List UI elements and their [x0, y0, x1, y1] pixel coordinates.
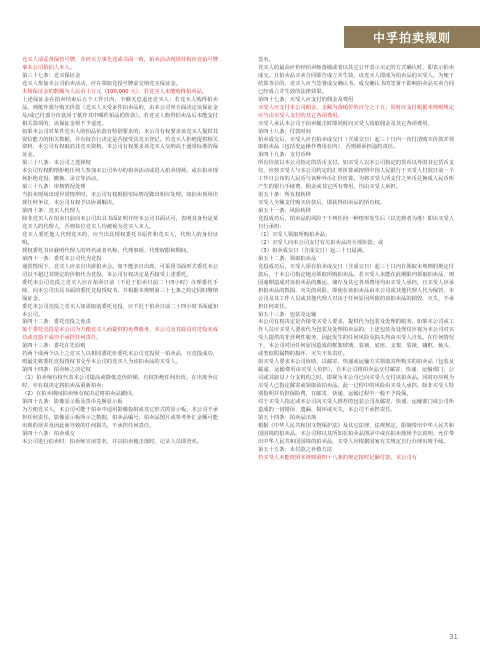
paragraph: 上述保证金在拍卖结束后五个工作日内，全额无息退还竞买人；若竞买人购得拍卖品，则抵作部分购买价款（竞买人买受多件拍卖品的，由本公司单方面决定该保证金及/或已付部分价款用于抵作其中哪件拍品的价款）。若竞买人购得拍卖品后未能支付相关款项的，该保证金将不予退还。: [22, 96, 218, 127]
paragraph: （2）买受人向本公司支付有关拍卖品的全部价款；或: [258, 239, 384, 246]
section-heading: 第四十条：竞买人代理人: [22, 208, 81, 215]
page-title: 中孚拍卖规则: [344, 26, 480, 48]
section-heading: 第四十九条：支付币种: [258, 152, 311, 159]
paragraph: （3）拍卖成交日（含成交日）起三十日届满。: [258, 247, 368, 254]
paragraph: 竞买人的最高应价经拍卖师落槌或者以其它公开表示买定的方式确认时，即表示拍卖成交。且拍卖品买卖合同即告成立并生效，该竞买人即成为拍卖品的买受人。为便于结算等目的，竞买人应当签署成交确认书。成交确认书的签署不影响拍卖品买卖合同已经成立并生效的法律效果。: [258, 64, 454, 95]
paragraph: 授权委托书应载明代理人的姓名或者名称、代理事项、代理权限和期间。: [22, 247, 192, 254]
left-text-column: [22, 57, 218, 447]
section-heading: 第四十八条：付款时间: [258, 128, 311, 135]
section-heading: 第四十三条：委托在先原则: [22, 343, 86, 350]
section-heading: 第三十七条：竞买保证金: [22, 72, 81, 79]
section-heading: 第四十四条：拍卖师之决定权: [22, 367, 91, 374]
paragraph: （1）买受人领取所购拍卖品；: [258, 231, 331, 238]
paragraph: 委托本公司竞投之竞买人如需取消委托竞投，应不迟于拍卖日前二十四小时书面通知本公司。: [22, 303, 218, 318]
paragraph: 当拍卖现场出现异常情形时，本公司有权根据实际情况做出相应处理。如拍卖现场出现任何争议，本公司有权予以协调解决。: [22, 192, 218, 207]
section-heading: 第四十二条：委托竞投之免责: [22, 319, 91, 326]
section-heading: 第三十九条：审核情况处理: [22, 184, 86, 191]
paragraph: 本场保证金的数额为人民币十万元（100,000 元），若竞买人未能购得拍卖品，: [22, 88, 208, 95]
paragraph: 拍卖成交后，买受人应自拍卖成交日（含成交日）起三十日内一次付清购买价款并领取拍卖品（包括发运操作费用在内），否则须承担违约责任。: [258, 136, 454, 151]
paragraph: 竞买人参加本公司拍卖活动，应在领取竞投号牌前交纳竞买保证金。: [22, 80, 181, 87]
section-heading: 第五十条：所有权转移: [258, 192, 311, 199]
paragraph: 为方便竞买人，本公司可能于拍卖中适用影像投射或其它形式的显示板。本公司不承担任何责任。影像显示板所示之数据，拍卖品编号、拍卖品图片或参考外汇金额可能出现的误差及因此而导致的任何损失，不承担任何责任。: [22, 406, 218, 429]
paragraph: 鉴于委托竞投是本公司为方便竞买人而提供的免费服务，本公司及其雇员对竞投未成功或竞投不成功不承担任何责任。: [22, 327, 218, 342]
section-heading: 第五十二条：领取拍卖品: [258, 255, 317, 262]
paragraph: 如买受人要求本公司协助，以邮寄、快递或运输方式领取其所购买的拍卖品（包装及邮递、运输费用由买受人负担），自本公司将拍卖品交付邮寄、快递、运输部门、公司或其雇员 / 分支机构之时，即视为本公司已向买受人交付该拍卖品。同时亦应视为买受人已指定邮寄或领取该拍卖品。此一过程中的风险由买受人承担。除非买受人特别指明并负担保险费，在邮寄、快递、运输过程中一般不予投保。: [258, 359, 454, 398]
paragraph: 竞投成功后，拍卖品的风险于下列任何一种情形发生后（以先到者为准）即由买受人自行承担：: [258, 216, 454, 231]
paragraph: （2）在拍卖期间拍卖师有权决定将拍卖品撤回。: [22, 391, 137, 398]
paragraph: 根据《中华人民共和国文物保护法》及其它法律、法规规定，限制带出中华人民共和国国境的拍卖品，本公司将以其所知在拍卖品图录中或在拍卖现场予以说明；允许带出中华人民共和国国境的拍卖品，买受人应根据国家有关规定自行办理出境手续。: [258, 422, 454, 445]
paragraph: 买受人应支付本公司佣金，金额为落槌价的百分之十五；同时应支付根据本规则规定应当由买受人支付的其它各项费用。: [258, 104, 454, 119]
section-heading: 第五十四条：拍卖品出境: [258, 414, 317, 421]
paragraph: 若两个或两个以上之竞买人以相同委托价委托本公司竞投同一拍卖品，且竞投成功，则最先将委托竞投授权书交至本公司的竞买人为该拍卖品的买受人。: [22, 351, 218, 366]
paragraph: 对于买受人指定或本公司向买受人推荐的包装公司及邮寄、快递、运输部门或公司所造成的一切错误、遗漏、损坏或灭失，本公司不承担责任。: [258, 398, 454, 413]
paragraph: 竞买人请妥善保管号牌，并经买方事先送或书面一致，拍卖活动现场待相应竞拍号牌拿本公司拍拍人本人。: [22, 57, 218, 71]
section-heading: 第五十三条：包装及运输: [258, 311, 317, 318]
paragraph: 本公司有权酌情拒绝任何人参加本公司举办的拍卖活动或进入拍卖现场，或在拍卖现场拒绝竞投，撤换、录音等活动。: [22, 168, 218, 183]
section-heading: 第五十五条：未付款之补救方法: [258, 446, 333, 453]
section-heading: 第三十八条：本公司之选择权: [22, 160, 91, 167]
paragraph: 本公司有权决定是否接受买受人要求，提供代为包装及处理的服务。如果本公司或工作人员应买受人要求代为包装及处理拍卖品的，上述包装及处理仅应视为本公司对买受人提供的非营利性服务，因此发生的任何风险及损失均由买受人自负。在任何情况下，本公司对因任何原因造成的框架玻璃、装裱、底座、支架、装裱、镶框、轴头、或类似附属物的损坏、灭失不负责任。: [258, 319, 454, 358]
section-heading: 第四十六条：拍卖成交: [22, 430, 75, 437]
paragraph: 竞买人委托他人代理竞买的，应当出具授权委托书原件和竞买人、代理人的身份证明。: [22, 231, 218, 246]
section-heading: 第四十五条：影像显示板及货币兑换显示板: [22, 398, 123, 405]
paragraph: 本公司进行拍卖时，拍卖师宣读签名，并以拍卖槌击落时，记录人员即登名。: [22, 438, 203, 445]
paragraph: 若买受人未能按照本规则第四十八条的规定按时足额付款，本公司有: [258, 454, 417, 461]
paragraph: 委托本公司竞投之竞买人应在拍卖日前（不迟于拍卖日前二十四小时）办理委托手续，向本公司出具书面的委托竞投授权书，并根据本规则第三十七条之约定同时缴纳保证金。: [22, 279, 218, 302]
paragraph: 除非竞买人在拍卖日前向本公司出具书面证明并经本公司书面认可，表明其身份是某竞买人的代理人，否则每位竞买人均被视为竞买人本人。: [22, 216, 218, 231]
paragraph: 签名。: [258, 57, 274, 63]
section-heading: 第四十七条：买受人应支付的佣金及费用: [258, 96, 354, 103]
paragraph: （1）拍卖师有权代表本公司提高或降低竞价阶梯，有权拒绝任何出价。在出现争议时，亦有权决定将拍卖品重新拍卖；: [22, 375, 218, 390]
section-heading: 第四十一条：委托本公司代为竞投: [22, 255, 102, 262]
paragraph: 通常情况下，竞买人应亲自出席拍卖会。如不能亲自出席，可采用书面形式委托本公司以不超过其规定的价格代为竞投。本公司有权决定是否接受上述委托。: [22, 263, 218, 278]
paragraph: 如果本公司对某件竞买人的拍品价款有特别要求的，本公司有权要求该竞买人提供其资信能力的相关数据，并有权自行决定是否接受其竞买登记。若竞买人拒绝提供相关资料，本公司有权取消其竞买资格。本公司有权要求该竞买人交纳高于通常标准的保证金。: [22, 128, 218, 159]
right-text-column: [258, 57, 454, 463]
paragraph: 竞投成功后，买受人须在拍卖成交日（含成交日）起三十日内在领取本规则的规定付款后，于本公司指定地点领取所购拍卖品。若买受人未能在此期限内领取拍卖品，则因逾期造成对该拍卖品的搬运、储存及其它各项费用均由买受人承担，且买受人应承担拍卖品的毁损、灭失的风险。即使在该拍卖品由本公司或其他代理人代为保管，本公司及其工作人员或其他代理人对由于任何原因所致的该拍卖品的损毁、灭失，不承担任何责任。: [258, 263, 454, 310]
page-number: 31: [449, 633, 458, 641]
section-heading: 第五十一条：风险转移: [258, 208, 311, 215]
paragraph: 所有价款以本公司指定的货币支付。如买受人以本公司指定的货币以外的其它货币支付，应按买受人与本公司约定的汇率折算或按照中国人民银行于买受人付款日前一个工作日公布的人民币与该种外币汇价折算。为将买受人所支付之外币兑换成人民币所产生的银行手续费、佣金或其它所有费用，均由买受人承担。: [258, 160, 454, 191]
paragraph: 买受人全额支付购买价款后，即获得拍卖品的所有权。: [258, 200, 386, 207]
paragraph: 买受人承认本公司于拍卖槌击时即同时向买受人收取佣金及其它各项费用。: [258, 120, 433, 127]
